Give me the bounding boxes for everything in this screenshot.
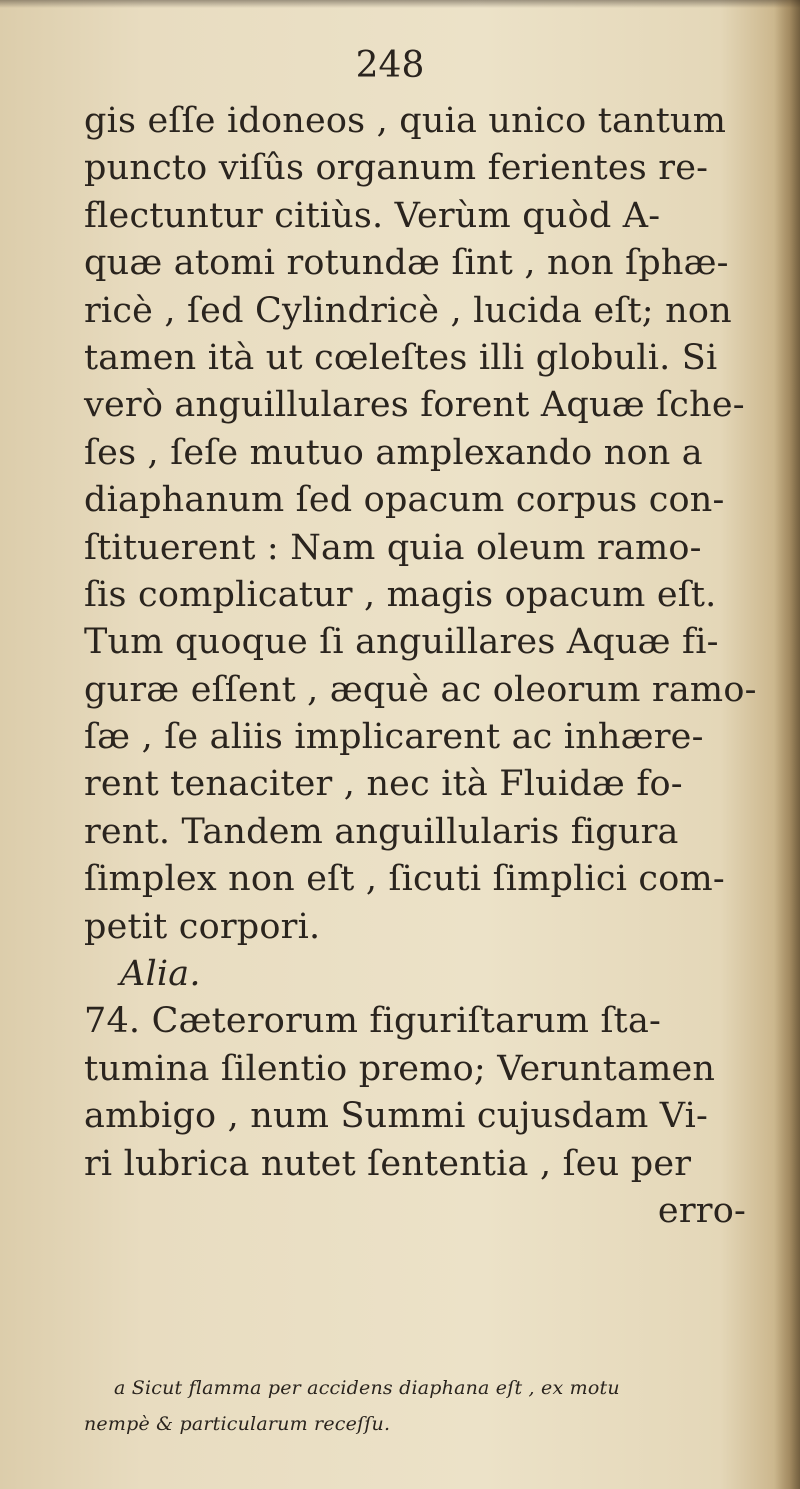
footnote: [84, 1370, 764, 1442]
text-line: ri lubrica nutet ſententia , ſeu per: [84, 1143, 692, 1184]
text-line: ſes , ſeſe mutuo amplexando non a: [84, 432, 703, 473]
footnote-line: a Sicut flamma per accidens diaphana eſt , ex motu: [114, 1377, 620, 1399]
page-gutter-shadow: [774, 0, 800, 1489]
text-line: ricè , ſed Cylindricè , lucida eſt; non: [84, 290, 732, 331]
text-line: ambigo , num Summi cujusdam Vi-: [84, 1096, 709, 1137]
text-line: guræ eſſent , æquè ac oleorum ramo-: [84, 669, 757, 710]
text-line: tamen ità ut cœleſtes illi globuli. Si: [84, 337, 718, 378]
text-line: Tum quoque ſi anguillares Aquæ fi-: [84, 622, 719, 663]
text-line: 74. Cæterorum figuriſtarum ſta-: [84, 1001, 662, 1042]
text-line: rent tenaciter , nec ità Fluidæ fo-: [84, 764, 683, 805]
footnote-line: nempè & particularum receſſu.: [84, 1413, 391, 1435]
page-number: 248: [355, 45, 425, 86]
text-line: rent. Tandem anguillularis figura: [84, 811, 679, 852]
text-line: quæ atomi rotundæ ſint , non ſphæ-: [84, 243, 729, 284]
text-line: flectuntur citiùs. Verùm quòd A-: [84, 195, 661, 236]
section-heading: Alia.: [120, 954, 201, 995]
text-line: puncto viſûs organum ferientes re-: [84, 148, 709, 189]
catchword: erro-: [657, 1190, 746, 1231]
text-line: ſæ , ſe aliis implicarent ac inhære-: [84, 717, 704, 758]
text-line: verò anguillulares forent Aquæ ſche-: [84, 385, 745, 426]
page-top-shadow: [0, 0, 800, 8]
text-line: ſis complicatur , magis opacum eſt.: [84, 574, 717, 615]
text-line: gis eſſe idoneos , quia unico tantum: [84, 101, 727, 141]
text-line: petit corpori.: [84, 906, 321, 947]
text-line: tumina ſilentio premo; Veruntamen: [84, 1048, 716, 1089]
text-line: ſtituerent : Nam quia oleum ramo-: [84, 527, 702, 568]
text-line: ſimplex non eſt , ſicuti ſimplici com-: [84, 859, 725, 900]
body-text: [84, 98, 768, 1235]
text-line: diaphanum ſed opacum corpus con-: [84, 480, 725, 521]
